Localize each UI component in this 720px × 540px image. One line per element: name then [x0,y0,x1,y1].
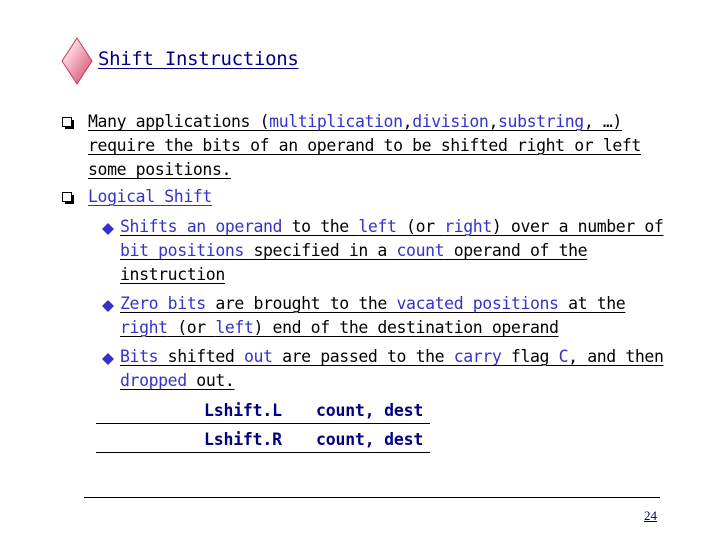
diamond-bullet-icon [102,223,114,235]
checkbox-bullet-icon [62,192,74,204]
page-number: 24 [644,508,657,523]
slide-title: Shift Instructions [98,48,299,70]
bullet-1-line-1: Many applications (multiplication,division,substring, …) [88,112,622,131]
footer-divider [84,497,660,498]
code-1-instruction: Lshift.L [204,401,282,420]
sub-bullet-1-line-1: Shifts an operand to the left (or right) over a number of [120,217,664,236]
sub-bullet-3-line-1: Bits shifted out are passed to the carry flag C, and then [120,347,664,366]
bullet-1-line-3: some positions. [88,160,232,179]
bullet-1-line-2: require the bits of an operand to be shifted right or left [88,136,641,155]
sub-bullet-1-line-3: instruction [120,265,225,284]
code-line-2 [96,430,430,453]
diamond-bullet-icon [102,353,114,365]
sub-bullet-3-line-2: dropped out. [120,371,235,390]
bullet-2-heading: Logical Shift [88,187,212,206]
code-2-operands: count, dest [316,430,424,449]
code-2-instruction: Lshift.R [204,430,282,449]
sub-bullet-2-line-1: Zero bits are brought to the vacated positions at the [120,294,626,313]
code-line-1 [96,401,430,424]
sub-bullet-2-line-2: right (or left) end of the destination operand [120,318,559,337]
code-1-operands: count, dest [316,401,424,420]
checkbox-bullet-icon [62,117,74,129]
title-diamond-icon [61,37,93,85]
diamond-bullet-icon [102,300,114,312]
sub-bullet-1-line-2: bit positions specified in a count operand of the [120,241,588,260]
